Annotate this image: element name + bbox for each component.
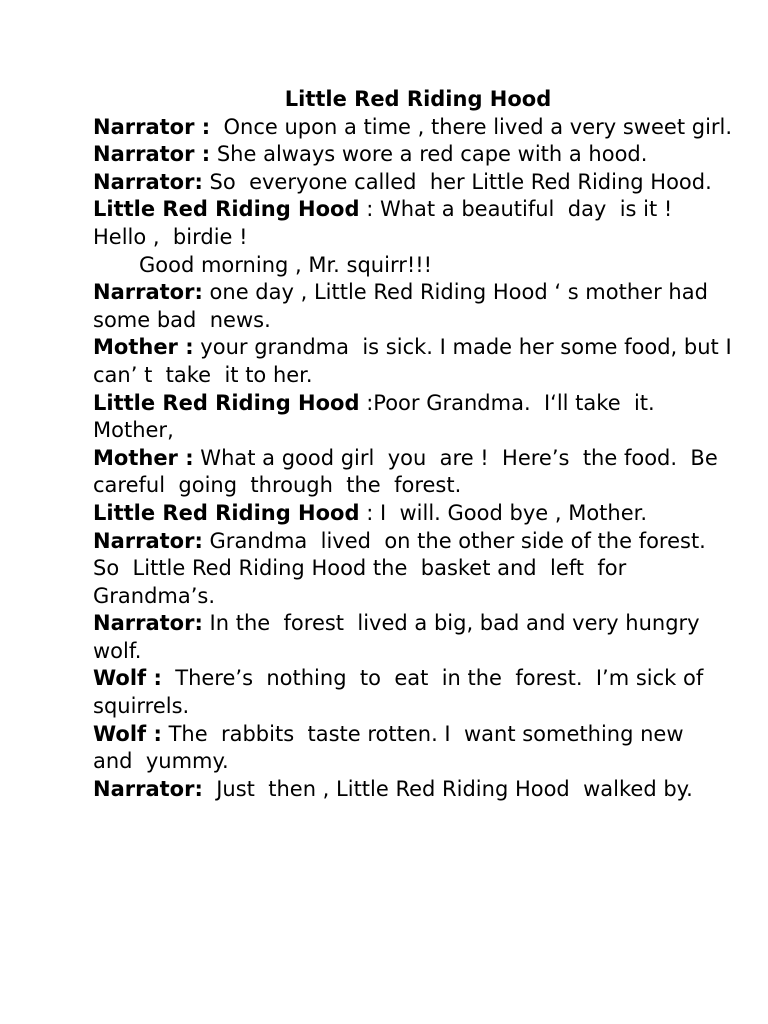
script-line <box>93 721 733 776</box>
dialogue-text: Just then , Little Red Riding Hood walked by. <box>202 776 693 801</box>
script-line-continuation <box>93 252 733 280</box>
speaker-name: Narrator: <box>93 169 203 194</box>
speaker-name: Narrator : <box>93 114 211 139</box>
script-line <box>93 390 733 445</box>
dialogue-text: : What a beautiful day is it ! Hello , birdie ! <box>93 197 693 249</box>
speaker-name: Wolf : <box>93 721 162 746</box>
dialogue-text: What a good girl you are ! Here’s the food. Be careful going through the forest. <box>93 445 725 498</box>
speaker-name: Narrator: <box>93 776 203 801</box>
speaker-name: Narrator: <box>93 611 203 636</box>
dialogue-text: your grandma is sick. I made her some food, but I can’ t take it to her. <box>93 335 739 387</box>
speaker-name: Little Red Riding Hood <box>93 197 360 222</box>
script-line <box>93 500 733 528</box>
document-title: Little Red Riding Hood <box>284 87 552 111</box>
script-line <box>93 279 733 334</box>
narration-line <box>93 555 733 610</box>
speaker-name: Wolf : <box>93 666 162 691</box>
dialogue-text: In the forest lived a big, bad and very hungry wolf. <box>93 611 713 663</box>
script-line <box>93 141 733 169</box>
speaker-name: Narrator: <box>93 528 203 553</box>
script-line <box>93 169 733 197</box>
speaker-name: Narrator : <box>93 142 211 167</box>
speaker-name: Little Red Riding Hood <box>93 500 360 525</box>
dialogue-text: Grandma lived on the other side of the forest. <box>202 528 706 553</box>
dialogue-text: Once upon a time , there lived a very sweet girl. <box>210 114 733 139</box>
dialogue-text: She always wore a red cape with a hood. <box>210 142 648 167</box>
document-page <box>93 86 739 803</box>
speaker-name: Mother : <box>93 335 194 360</box>
speaker-name: Little Red Riding Hood <box>93 390 360 415</box>
script-line <box>93 776 733 804</box>
dialogue-text: :Poor Grandma. I‘ll take it. Mother, <box>93 390 662 443</box>
dialogue-text: Good morning , Mr. squirr!!! <box>139 252 433 277</box>
dialogue-text: The rabbits taste rotten. I want something new and yummy. <box>93 721 697 774</box>
script-line <box>93 334 739 389</box>
script-line <box>93 114 733 142</box>
dialogue-text: So everyone called her Little Red Riding Hood. <box>202 169 712 194</box>
dialogue-text: So Little Red Riding Hood the basket and left for Grandma’s. <box>93 556 633 608</box>
script-line <box>93 610 733 665</box>
script-line <box>93 528 733 556</box>
dialogue-text: one day , Little Red Riding Hood ‘ s mother had some bad news. <box>93 280 722 332</box>
speaker-name: Mother : <box>93 445 194 470</box>
script-line <box>93 196 733 251</box>
speaker-name: Narrator: <box>93 280 203 305</box>
script-line <box>93 665 733 720</box>
dialogue-text: : I will. Good bye , Mother. <box>359 500 648 525</box>
dialogue-text: There’s nothing to eat in the forest. I’m sick of squirrels. <box>93 666 717 719</box>
script-line <box>93 445 733 500</box>
